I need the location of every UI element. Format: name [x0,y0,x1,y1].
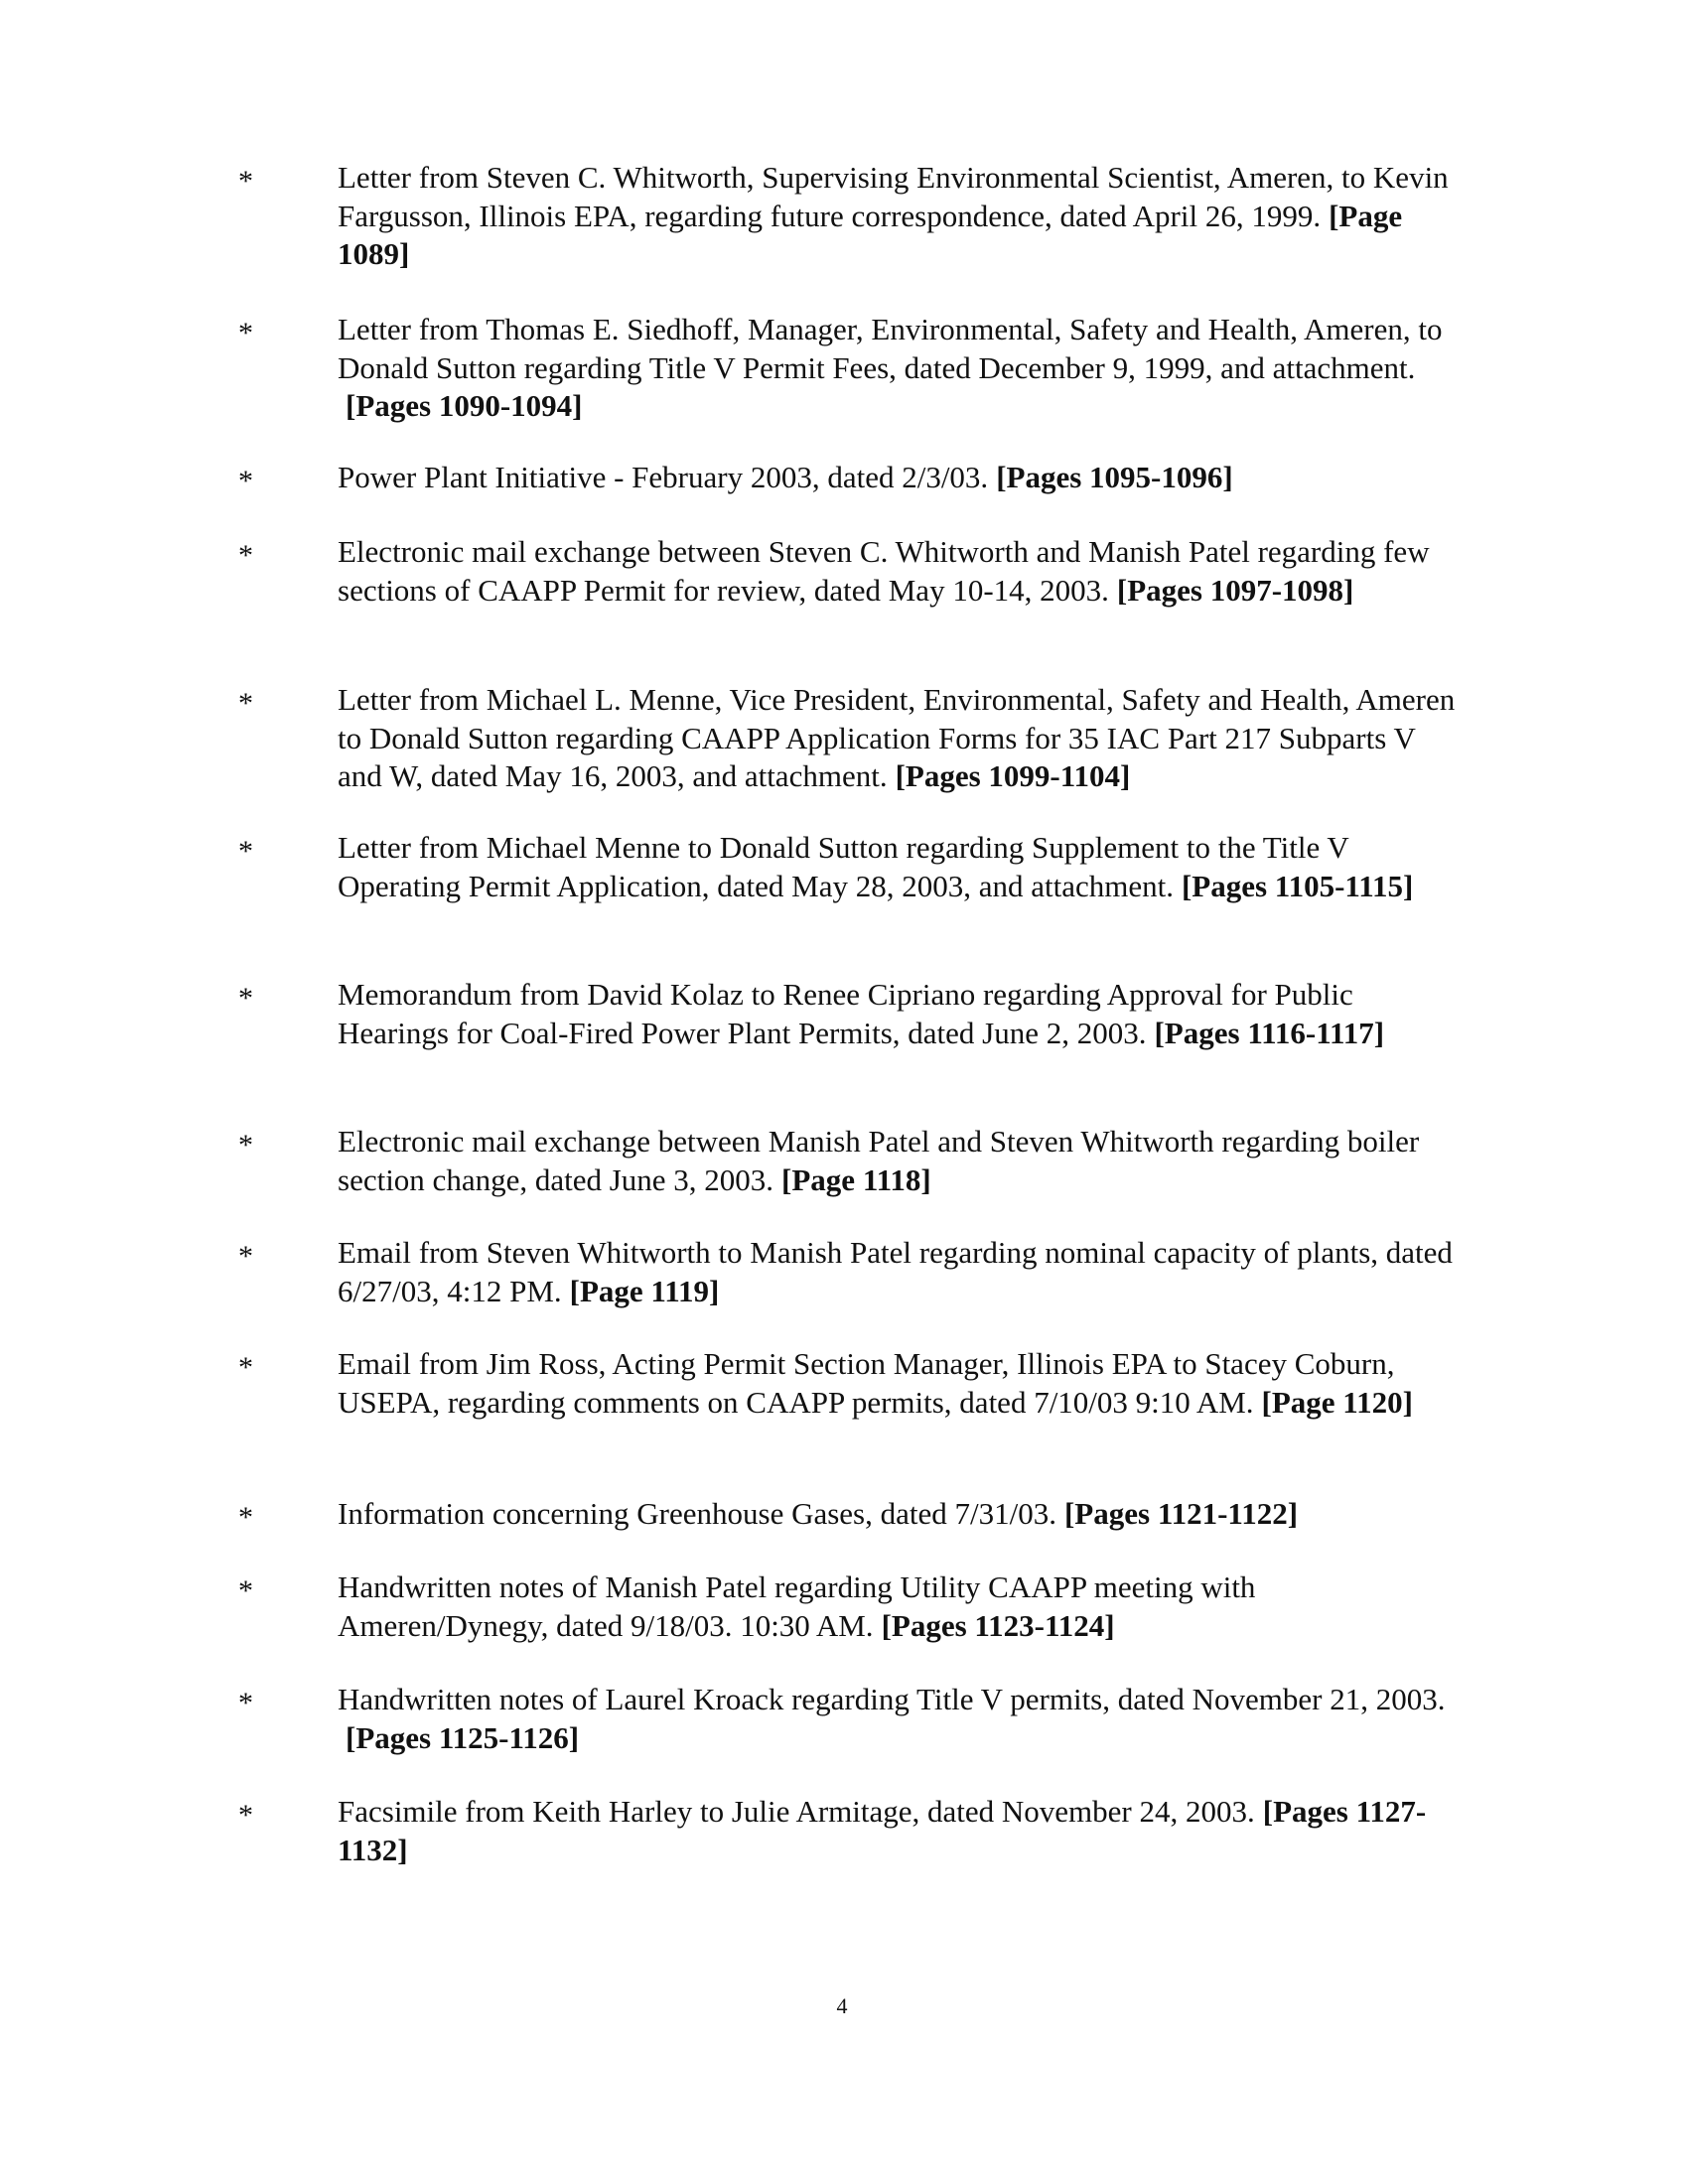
entry-text [338,1123,1460,1199]
bullet-marker: * [238,539,253,572]
bullet-marker: * [238,1574,253,1607]
bullet-marker: * [238,1501,253,1534]
bullet-marker: * [238,165,253,198]
entry-description: Letter from Steven C. Whitworth, Supervising Environmental Scientist, Ameren, to Kevin Fargusson, Illinois EPA, regarding future correspondence, dated April 26, 1999. [338,160,1449,233]
page-reference: [Pages 1097-1098] [1116,572,1354,608]
page-reference: [Pages 1127-1132] [338,1794,1427,1867]
bullet-marker: * [238,1129,253,1161]
page-reference: [Pages 1095-1096] [996,460,1233,494]
page-reference: [Pages 1125-1126] [346,1719,580,1755]
entry-text [338,1569,1460,1645]
bullet-marker: * [238,982,253,1015]
entry-description: Letter from Michael Menne to Donald Sutton regarding Supplement to the Title V Operating Permit Application, dated May 28, 2003, and attachment. [338,830,1349,903]
entry-description: Handwritten notes of Laurel Kroack regarding Title V permits, dated November 21, 2003. [338,1682,1446,1716]
page-reference: [Pages 1105-1115] [1181,868,1414,903]
entry-text [338,533,1460,610]
entry-description: Memorandum from David Kolaz to Renee Cipriano regarding Approval for Public Hearings for Coal-Fired Power Plant Permits, dated June 2, 2003. [338,977,1353,1050]
bullet-marker: * [238,317,253,349]
entry-description: Letter from Michael L. Menne, Vice President, Environmental, Safety and Health, Ameren to Donald Sutton regarding CAAPP Application Forms for 35 IAC Part 217 Subparts V and W, dated May 16, 2003, and attachment. [338,682,1456,793]
entry-text [338,1495,1460,1534]
bullet-marker: * [238,1351,253,1384]
entry-text [338,1234,1460,1310]
entry-text [338,1793,1460,1869]
bullet-marker: * [238,835,253,868]
bullet-marker: * [238,687,253,720]
entry-description: Email from Steven Whitworth to Manish Patel regarding nominal capacity of plants, dated 6/27/03, 4:12 PM. [338,1235,1453,1308]
entry-text [338,681,1460,796]
bullet-marker: * [238,1240,253,1273]
entry-description: Information concerning Greenhouse Gases, dated 7/31/03. [338,1496,1056,1531]
page-reference: [Pages 1121-1122] [1063,1496,1299,1531]
entry-text [338,459,1460,497]
entry-text [338,976,1460,1052]
entry-text [338,311,1460,426]
page-reference: [Pages 1090-1094] [346,388,583,423]
entry-description: Power Plant Initiative - February 2003, dated 2/3/03. [338,460,989,494]
bullet-marker: * [238,1687,253,1719]
page-reference: [Page 1119] [569,1273,720,1308]
entry-text [338,159,1460,274]
entry-description: Email from Jim Ross, Acting Permit Section Manager, Illinois EPA to Stacey Coburn, USEPA, regarding comments on CAAPP permits, dated 7/10/03 9:10 AM. [338,1346,1395,1420]
page-reference: [Page 1120] [1261,1384,1413,1420]
page-reference: [Pages 1123-1124] [881,1607,1115,1643]
entry-description: Facsimile from Keith Harley to Julie Armitage, dated November 24, 2003. [338,1794,1255,1829]
entry-text [338,1345,1460,1422]
page-reference: [Page 1118] [781,1161,931,1197]
entry-description: Electronic mail exchange between Manish Patel and Steven Whitworth regarding boiler section change, dated June 3, 2003. [338,1124,1420,1197]
entry-description: Letter from Thomas E. Siedhoff, Manager, Environmental, Safety and Health, Ameren, to Donald Sutton regarding Title V Permit Fees, dated December 9, 1999, and attachment. [338,312,1443,385]
page-reference: [Pages 1099-1104] [895,758,1131,793]
entry-description: Handwritten notes of Manish Patel regarding Utility CAAPP meeting with Ameren/Dynegy, dated 9/18/03. 10:30 AM. [338,1570,1256,1643]
entry-description: Electronic mail exchange between Steven C. Whitworth and Manish Patel regarding few sections of CAAPP Permit for review, dated May 10-14, 2003. [338,534,1430,608]
page-reference: [Page 1089] [338,198,1403,271]
page-number: 4 [836,1993,848,2018]
bullet-marker: * [238,465,253,497]
entry-text [338,829,1460,905]
bullet-marker: * [238,1799,253,1832]
entry-text [338,1681,1460,1757]
page-reference: [Pages 1116-1117] [1154,1015,1385,1050]
